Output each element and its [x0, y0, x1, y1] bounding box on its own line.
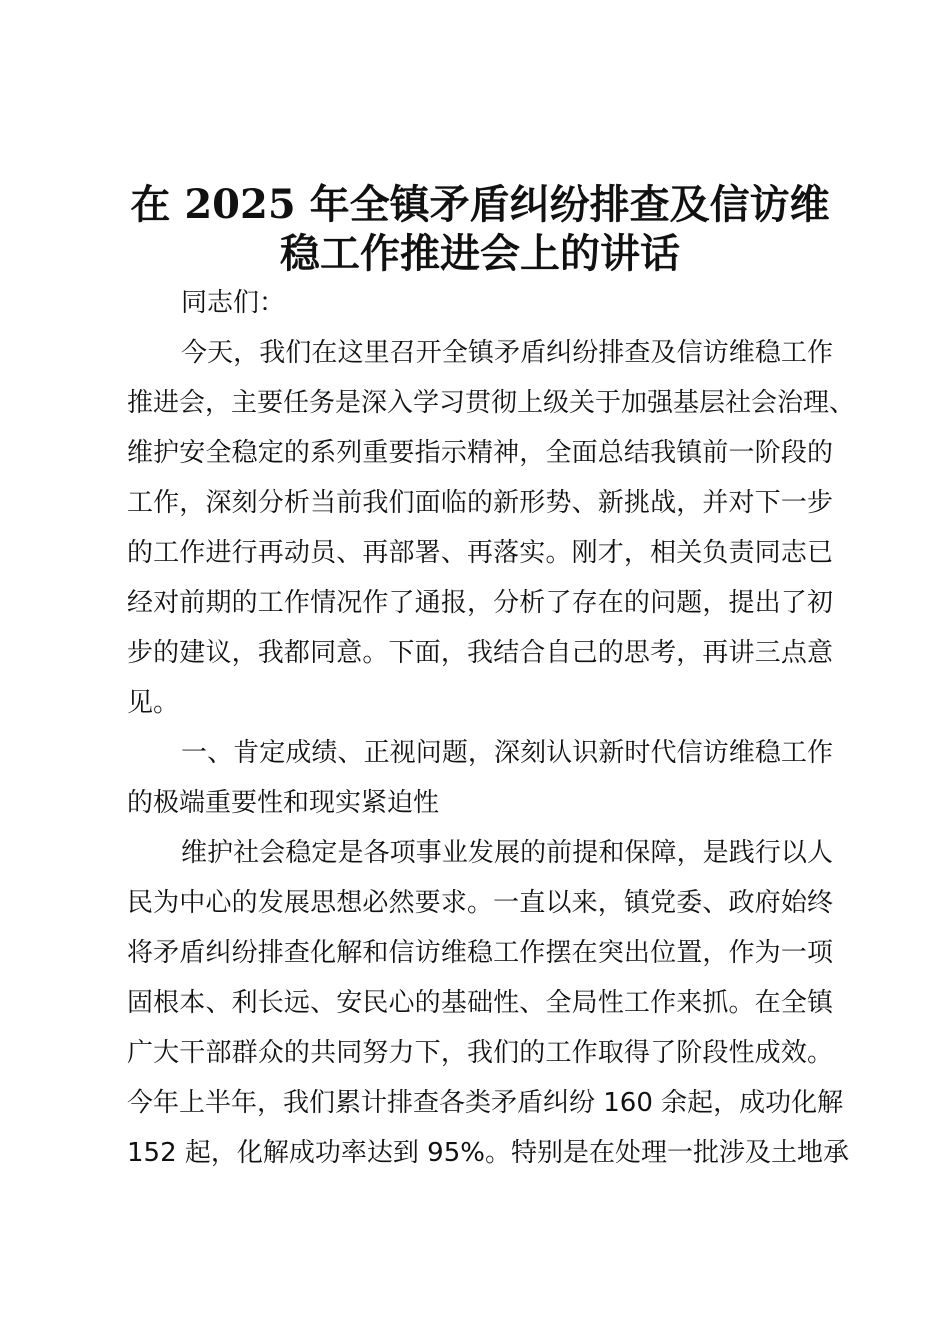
text-line: 维护社会稳定是各项事业发展的前提和保障，是践行以人: [181, 838, 833, 868]
text-line: 维护安全稳定的系列重要指示精神，全面总结我镇前一阶段的: [127, 438, 833, 468]
text-line: 见。: [127, 688, 180, 718]
text-line: 今年上半年，我们累计排查各类矛盾纠纷 160 余起，成功化解: [127, 1088, 844, 1118]
intro-paragraph: [127, 328, 856, 728]
salutation: 同志们：: [181, 288, 286, 318]
title-line: 稳工作推进会上的讲话: [280, 230, 680, 277]
paragraphs: [127, 328, 856, 1178]
document-body: [127, 278, 856, 1178]
text-line: 推进会，主要任务是深入学习贯彻上级关于加强基层社会治理、: [127, 388, 856, 418]
title-line: 在 2025 年全镇矛盾纠纷排查及信访维: [130, 181, 830, 228]
text-line: 152 起，化解成功率达到 95%。特别是在处理一批涉及土地承: [127, 1138, 849, 1168]
text-line: 广大干部群众的共同努力下，我们的工作取得了阶段性成效。: [127, 1038, 833, 1068]
document-title: [127, 180, 833, 278]
text-line: 民为中心的发展思想必然要求。一直以来，镇党委、政府始终: [127, 888, 833, 918]
body-paragraph: [127, 828, 849, 1178]
text-line: 的工作进行再动员、再部署、再落实。刚才，相关负责同志已: [127, 538, 833, 568]
text-line: 工作，深刻分析当前我们面临的新形势、新挑战，并对下一步: [127, 488, 833, 518]
text-line: 今天，我们在这里召开全镇矛盾纠纷排查及信访维稳工作: [181, 338, 833, 368]
text-line: 固根本、利长远、安民心的基础性、全局性工作来抓。在全镇: [127, 988, 833, 1018]
text-line: 经对前期的工作情况作了通报，分析了存在的问题，提出了初: [127, 588, 833, 618]
text-line: 的极端重要性和现实紧迫性: [127, 788, 440, 818]
text-line: 将矛盾纠纷排查化解和信访维稳工作摆在突出位置，作为一项: [127, 938, 833, 968]
text-line: 一、肯定成绩、正视问题，深刻认识新时代信访维稳工作: [181, 738, 833, 768]
section-heading: [127, 728, 833, 828]
text-line: 步的建议，我都同意。下面，我结合自己的思考，再讲三点意: [127, 638, 833, 668]
